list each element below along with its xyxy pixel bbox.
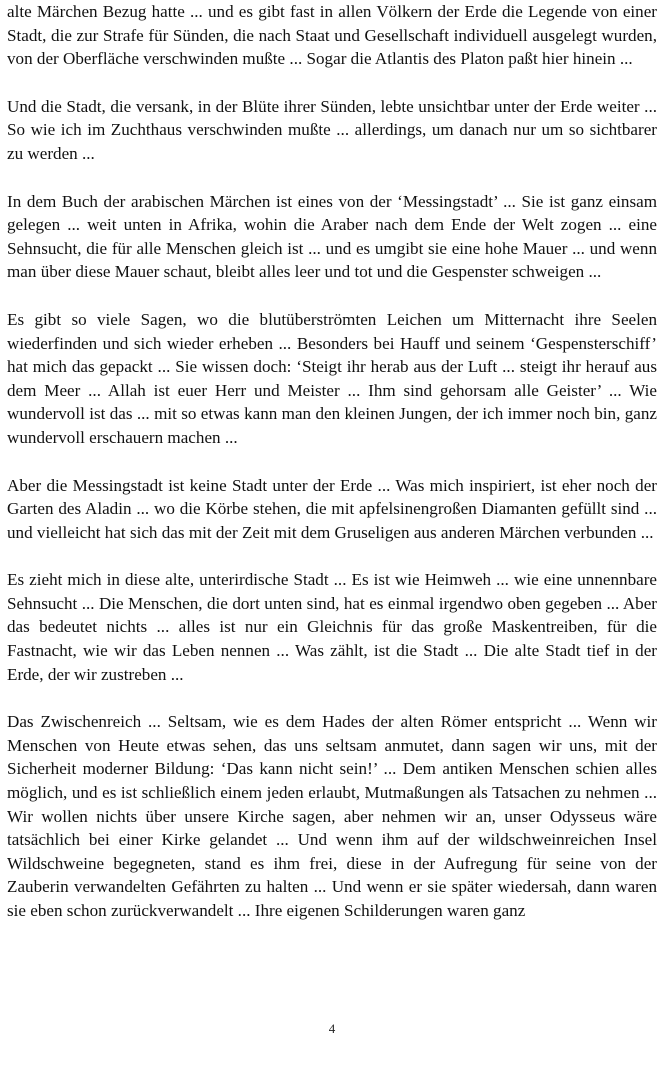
document-body [7, 0, 657, 947]
paragraph-7: Das Zwischenreich ... Seltsam, wie es dem Hades der alten Römer entspricht ... Wenn wir Menschen von Heute etwas sehen, das uns seltsam anmutet, dann sagen wir uns, mit der Sicherheit moderner Bildung: ‘Das kann nicht sein!’ ... Dem antiken Menschen schien alles möglich, und es ist schließlich einem jeden erlaubt, Mutmaßungen als Tatsachen zu nehmen ... Wir wollen nichts über unsere Kirche sagen, aber nehmen wir an, unser Odysseus wäre tatsächlich bei einer Kirke gelandet ... Und wenn ihm auf der wildschweinreichen Insel Wildschweine begegneten, stand es ihm frei, diese in der Aufregung für seine von der Zauberin verwandelten Gefährten zu halten ... Und wenn er sie später wiedersah, dann waren sie eben schon zurückverwandelt ... Ihre eigenen Schilderungen waren ganz [7, 712, 657, 920]
page-number: 4 [328, 1021, 336, 1036]
paragraph-6: Es zieht mich in diese alte, unterirdische Stadt ... Es ist wie Heimweh ... wie eine unnennbare Sehnsucht ... Die Menschen, die dort unten sind, hat es einmal irgendwo oben gegeben ... Aber das bedeutet nichts ... alles ist nur ein Gleichnis für das große Maskentreiben, für die Fastnacht, wie wir das Leben nennen ... Was zählt, ist die Stadt ... Die alte Stadt tief in der Erde, der wir zustreben ... [7, 570, 657, 684]
paragraph-1: alte Märchen Bezug hatte ... und es gibt fast in allen Völkern der Erde die Legende von einer Stadt, die zur Strafe für Sünden, die nach Staat und Gesellschaft individuell ausgelegt wurden, von der Oberfläche verschwinden mußte ... Sogar die Atlantis des Platon paßt hier hinein ... [7, 2, 657, 69]
paragraph-4: Es gibt so viele Sagen, wo die blutüberströmten Leichen um Mitternacht ihre Seelen wiederfinden und sich wieder erheben ... Besonders bei Hauff und seinem ‘Gespensterschiff’ hat mich das gepackt ... Sie wissen doch: ‘Steigt ihr herab aus der Luft ... steigt ihr herauf aus dem Meer ... Allah ist euer Herr und Meister ... Ihm sind gehorsam alle Geister’ ... Wie wundervoll ist das ... mit so etwas kann man den kleinen Jungen, der ich immer noch bin, ganz wundervoll erschauern machen ... [7, 309, 657, 447]
paragraph-3: In dem Buch der arabischen Märchen ist eines von der ‘Messingstadt’ ... Sie ist ganz einsam gelegen ... weit unten in Afrika, wohin die Araber nach dem Ende der Welt zogen ... eine Sehnsucht, die für alle Menschen gleich ist ... und es umgibt sie eine hohe Mauer ... und wenn man über diese Mauer schaut, bleibt alles leer und tot und die Gespenster schweigen ... [7, 191, 657, 282]
paragraph-2: Und die Stadt, die versank, in der Blüte ihrer Sünden, lebte unsichtbar unter der Erde weiter ... So wie ich im Zuchthaus verschwinden mußte ... allerdings, um danach nur um so sichtbarer zu werden ... [7, 96, 657, 163]
paragraph-5: Aber die Messingstadt ist keine Stadt unter der Erde ... Was mich inspiriert, ist eher noch der Garten des Aladin ... wo die Körbe stehen, die mit apfelsinengroßen Diamanten gefüllt sind ... und vielleicht hat sich das mit der Zeit mit dem Gruseligen aus anderen Märchen verbunden ... [7, 475, 657, 542]
